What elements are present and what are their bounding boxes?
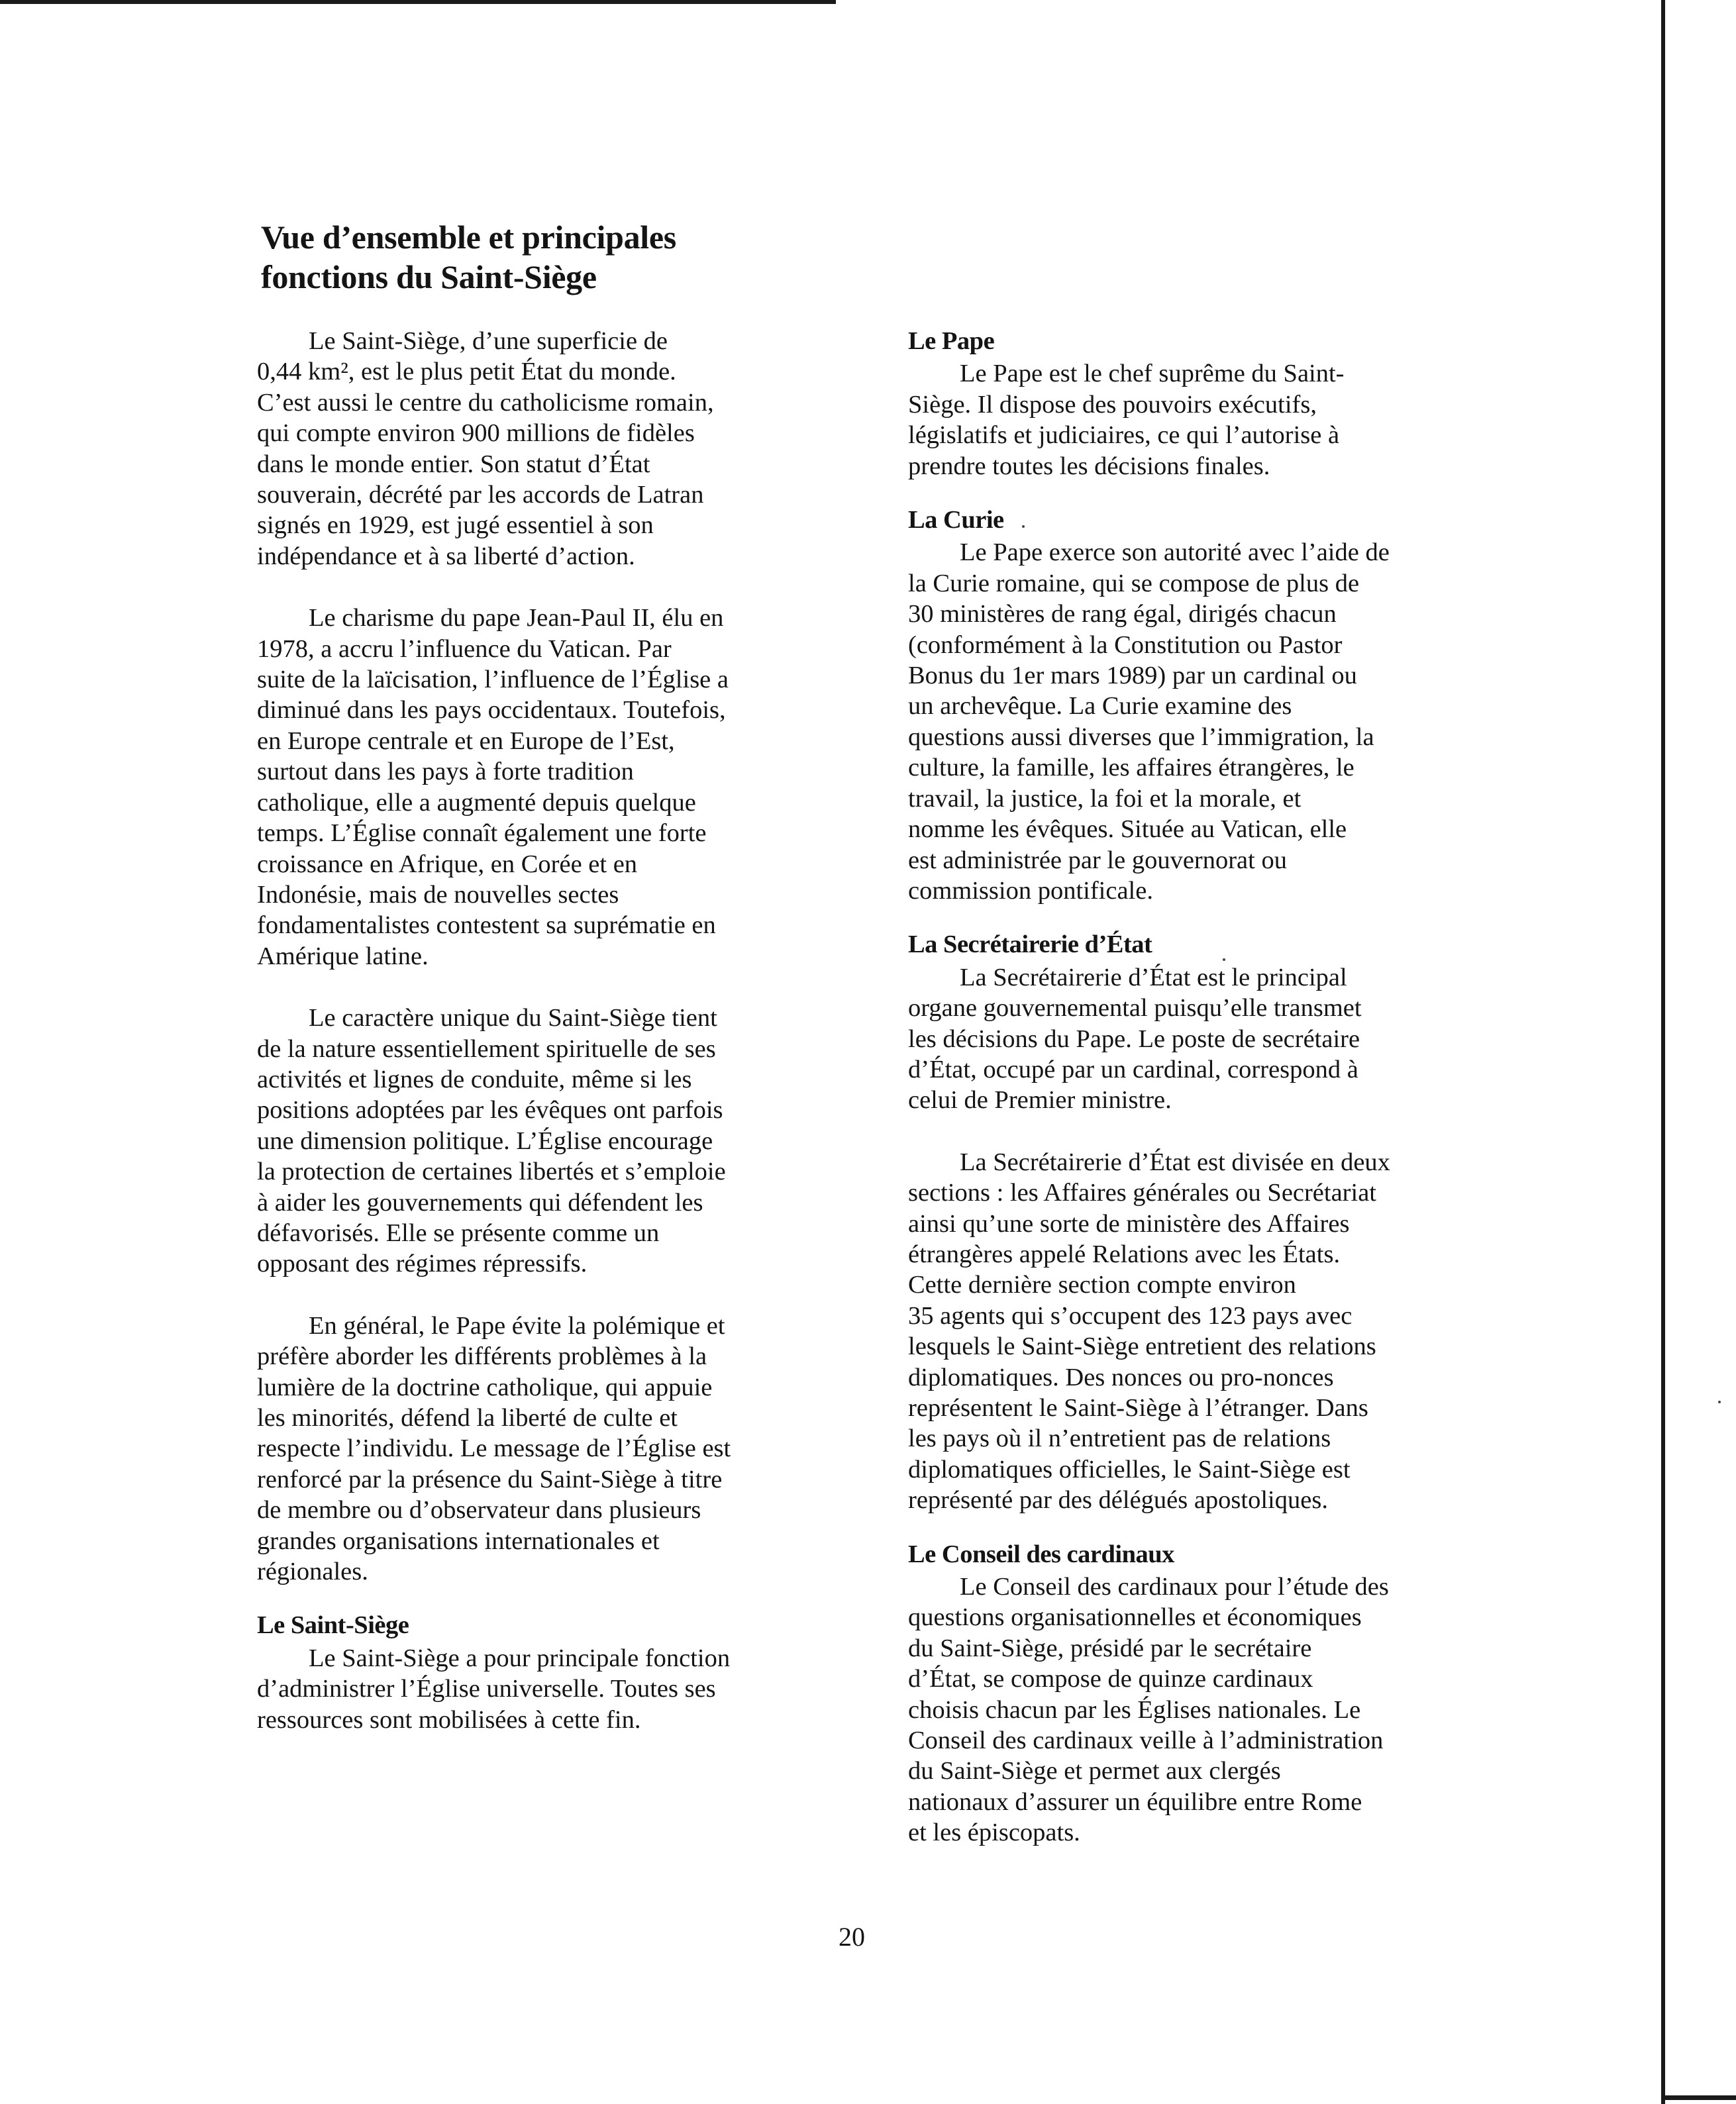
saint-siege-paragraph: Le Saint-Siège a pour principale fonction d’administrer l’Église universelle. Toutes ses ressources sont mobilisées à cette fin. — [257, 1644, 731, 1734]
left-column — [257, 326, 820, 1766]
scan-speck — [1223, 958, 1225, 961]
scan-speck — [1718, 1401, 1721, 1403]
caractere-paragraph: Le caractère unique du Saint-Siège tient de la nature essentiellement spirituelle de ses activités et lignes de conduite, même si les positions adoptées par les évêques ont parfois une dimension politique. L’Église encourage la protection de certaines libertés et s’emploie à aider les gouvernements qui défendent les défavorisés. Elle se présente comme un opposant des régimes répressifs. — [257, 1004, 726, 1278]
secretairerie-paragraph-2: La Secrétairerie d’État est divisée en deux sections : les Affaires générales ou Secrétariat ainsi qu’une sorte de ministère des Affaires étrangères appelé Relations avec les États. Cette dernière section compte environ 35 agents qui s’occupent des 123 pays avec lesquels le Saint-Siège entretient des relations diplomatiques. Des nonces ou pro-nonces représentent le Saint-Siège à l’étranger. Dans les pays où il n’entretient pas de relations diplomatiques officielles, le Saint-Siège est représenté par des délégués apostoliques. — [908, 1148, 1390, 1515]
page-title: Vue d’ensemble et principales fonctions du Saint-Siège — [261, 219, 676, 295]
pape-heading: Le Pape — [908, 327, 995, 355]
general-paragraph: En général, le Pape évite la polémique et préfère aborder les différents problèmes à la lumière de la doctrine catholique, qui appuie les minorités, défend la liberté de culte et respecte l’individu. Le message de l’Église est renforcé par la présence du Saint-Siège à titre de membre ou d’observateur dans plusieurs grandes organisations internationales et régionales. — [257, 1311, 731, 1586]
secretairerie-heading: La Secrétairerie d’État — [908, 930, 1152, 959]
conseil-paragraph: Le Conseil des cardinaux pour l’étude des questions organisationnelles et économiques du Saint-Siège, présidé par le secrétaire d’État, se compose de quinze cardinaux choisis chacun par les Églises nationales. Le Conseil des cardinaux veille à l’administration du Saint-Siège et permet aux clergés nationaux d’assurer un équilibre entre Rome et les épiscopats. — [908, 1573, 1389, 1847]
pape-paragraph: Le Pape est le chef suprême du Saint- Siège. Il dispose des pouvoirs exécutifs, législatifs et judiciaires, ce qui l’autorise à prendre toutes les décisions finales. — [908, 360, 1345, 480]
top-border-rule — [0, 0, 836, 4]
curie-paragraph: Le Pape exerce son autorité avec l’aide de la Curie romaine, qui se compose de plus de 30 ministères de rang égal, dirigés chacun (conformément à la Constitution ou Pastor Bonus du 1er mars 1989) par un cardinal ou un archevêque. La Curie examine des questions aussi diverses que l’immigration, la culture, la famille, les affaires étrangères, le travail, la justice, la foi et la morale, et nomme les évêques. Située au Vatican, elle est administrée par le gouvernorat ou commission pontificale. — [908, 538, 1390, 905]
right-border-rule — [1661, 0, 1665, 2104]
secretairerie-paragraph-1: La Secrétairerie d’État est le principal organe gouvernemental puisqu’elle transmet les décisions du Pape. Le poste de secrétaire d’État, occupé par un cardinal, correspond à celui de Premier ministre. — [908, 963, 1362, 1115]
scan-speck — [1022, 525, 1025, 528]
bottom-corner-rule — [1661, 2095, 1736, 2100]
conseil-heading: Le Conseil des cardinaux — [908, 1540, 1174, 1568]
intro-paragraph: Le Saint-Siège, d’une superficie de 0,44 km², est le plus petit État du monde. C’est aussi le centre du catholicisme romain, qui compte environ 900 millions de fidèles dans le monde entier. Son statut d’État souverain, décrété par les accords de Latran signés en 1929, est jugé essentiel à son indépendance et à sa liberté d’action. — [257, 327, 714, 570]
page-number: 20 — [839, 1922, 865, 1952]
curie-heading: La Curie — [908, 506, 1004, 534]
saint-siege-heading: Le Saint-Siège — [257, 1611, 409, 1640]
right-column — [908, 326, 1464, 1879]
charisme-paragraph: Le charisme du pape Jean-Paul II, élu en 1978, a accru l’influence du Vatican. Par suite de la laïcisation, l’influence de l’Église a diminué dans les pays occidentaux. Toutefois, en Europe centrale et en Europe de l’Est, surtout dans les pays à forte tradition catholique, elle a augmenté depuis quelque temps. L’Église connaît également une forte croissance en Afrique, en Corée et en Indonésie, mais de nouvelles sectes fondamentalistes contestent sa suprématie en Amérique latine. — [257, 604, 729, 970]
